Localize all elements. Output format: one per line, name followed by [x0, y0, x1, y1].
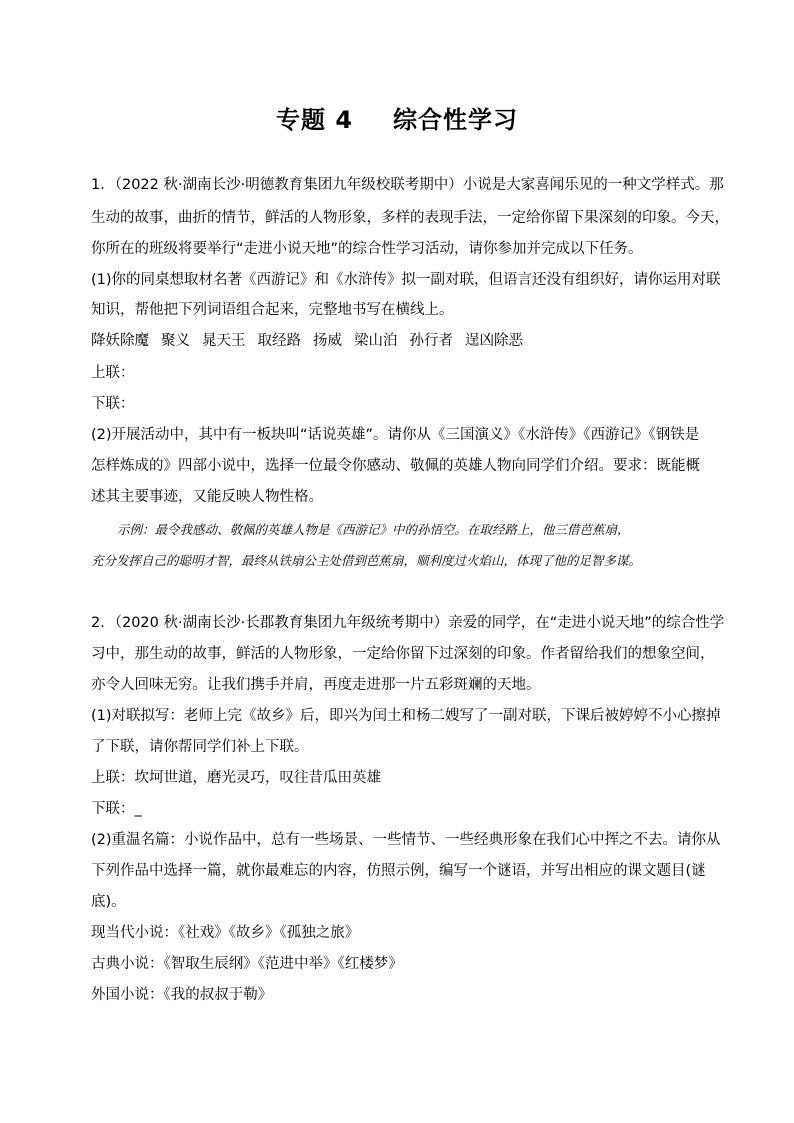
q2-modern-novels: 现当代小说：《社戏》《故乡》《孤独之旅》	[91, 925, 360, 941]
word-item: 取经路	[257, 333, 301, 349]
q1-intro-line-3: 你所在的班级将要举行“走进小说天地”的综合性学习活动，请你参加并完成以下任务。	[91, 241, 643, 257]
q2-intro-line-1: 2．（2020 秋·湖南长沙·长郡教育集团九年级统考期中）亲爱的同学，在“走进小说天地”的综合性学	[91, 615, 725, 631]
word-item: 孙行者	[409, 333, 453, 349]
q2-lower-couplet-blank: 下联：_	[91, 801, 142, 817]
q2-intro-line-2: 习中，那生动的故事，鲜活的人物形象，一定给你留下过深刻的印象。作者留给我们的想象空间，	[91, 646, 715, 662]
q2-upper-couplet: 上联：坎坷世道，磨光灵巧，叹往昔瓜田英雄	[91, 770, 381, 786]
q2-part1-line-1: (1)对联拟写：老师上完《故乡》后，即兴为闰土和杨二嫂写了一副对联，下课后被婷婷不小心擦掉	[91, 708, 721, 724]
q1-word-list	[91, 331, 711, 351]
q1-lower-couplet-label: 下联：	[91, 396, 135, 412]
q2-part2-line-1: (2)重温名篇：小说作品中，总有一些场景、一些情节、一些经典形象在我们心中挥之不去。请你从	[91, 832, 721, 848]
q2-part2-line-3: 底)。	[91, 894, 126, 910]
q1-example-line-1: 示例：最令我感动、敬佩的英雄人物是《西游记》中的孙悟空。在取经路上，他三借芭蕉扇，	[117, 522, 630, 537]
q1-part2-line-2: 怎样炼成的》四部小说中，选择一位最令你感动、敬佩的英雄人物向同学们介绍。要求：既能概	[91, 458, 700, 474]
word-item: 梁山泊	[354, 333, 398, 349]
q2-part1-line-2: 了下联，请你帮同学们补上下联。	[91, 739, 309, 755]
word-item: 降妖除魔	[91, 333, 149, 349]
topic-number: 专题 4	[275, 106, 354, 134]
q2-foreign-novels: 外国小说：《我的叔叔于勒》	[91, 987, 273, 1003]
q1-intro-line-1: 1．（2022 秋·湖南长沙·明德教育集团九年级校联考期中）小说是大家喜闻乐见的一种文学样式。那	[91, 177, 724, 193]
q2-part2-line-2: 下列作品中选择一篇，就你最难忘的内容，仿照示例，编写一个谜语，并写出相应的课文题目(谜	[91, 863, 706, 879]
q1-part2-line-1: (2)开展活动中，其中有一板块叫“话说英雄”。请你从《三国演义》《水浒传》《西游记》《钢铁是	[91, 427, 700, 443]
q1-part1-line-1: (1)你的同桌想取材名著《西游记》和《水浒传》拟一副对联，但语言还没有组织好，请你运用对联	[91, 272, 721, 288]
q1-intro-line-2: 生动的故事，曲折的情节，鲜活的人物形象，多样的表现手法，一定给你留下果深刻的印象。今天，	[91, 210, 729, 226]
q2-classic-novels: 古典小说：《智取生辰纲》《范进中举》《红楼梦》	[91, 956, 403, 972]
q1-example-line-2: 充分发挥自己的聪明才智，最终从铁扇公主处借到芭蕉扇，顺利度过火焰山，体现了他的足智多谋。	[91, 553, 642, 568]
word-item: 扬威	[313, 333, 342, 349]
page-title	[0, 100, 794, 135]
q2-intro-line-3: 亦令人回味无穷。让我们携手并肩，再度走进那一片五彩斑斓的天地。	[91, 677, 541, 693]
word-item: 聚义	[161, 333, 190, 349]
q1-part1-line-2: 知识，帮他把下列词语组合起来，完整地书写在横线上。	[91, 302, 454, 318]
word-item: 晁天王	[202, 333, 246, 349]
topic-name: 综合性学习	[393, 106, 519, 134]
q1-part2-line-3: 述其主要事迹，又能反映人物性格。	[91, 489, 323, 505]
word-item: 逞凶除恶	[465, 333, 523, 349]
q1-upper-couplet-label: 上联：	[91, 365, 135, 381]
